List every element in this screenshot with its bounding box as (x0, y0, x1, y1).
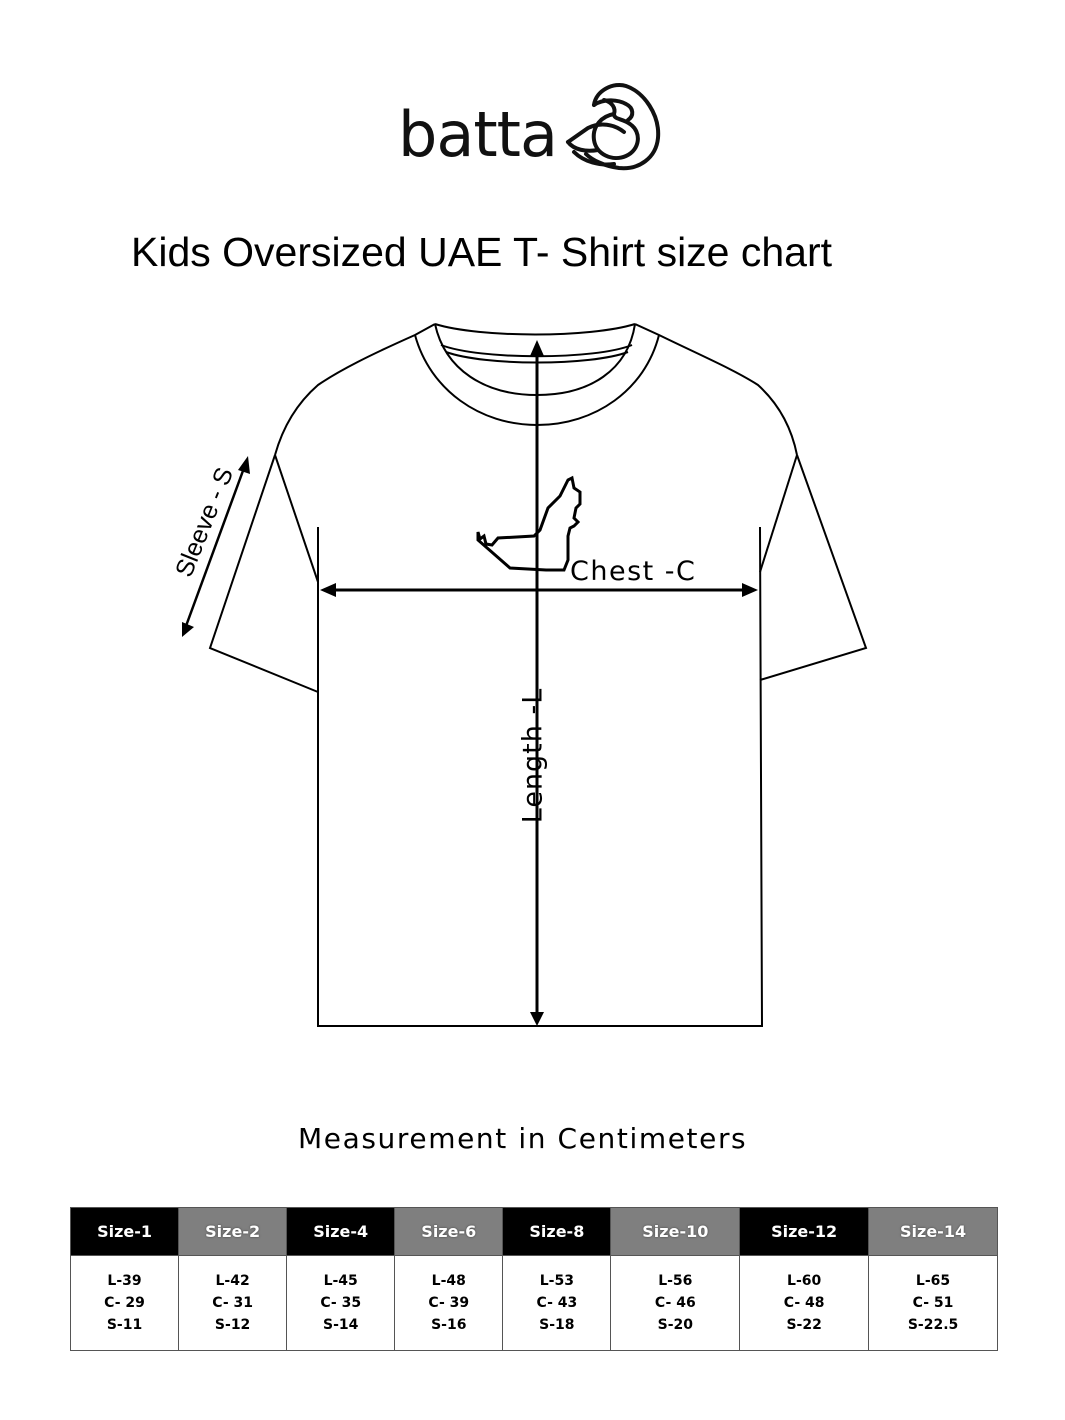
size-table (70, 1207, 998, 1351)
chest-value: C- 46 (654, 1295, 696, 1311)
chest-value: C- 43 (536, 1295, 578, 1311)
length-value: L-65 (915, 1273, 951, 1289)
sleeve-label: Sleeve - S (169, 463, 240, 582)
sleeve-value: S-22 (786, 1317, 822, 1333)
sleeve-value: S-12 (214, 1317, 251, 1333)
measurement-cell (740, 1256, 869, 1351)
measurement-cell (869, 1256, 998, 1351)
measurement-cell (611, 1256, 740, 1351)
chest-value: C- 39 (428, 1295, 470, 1311)
chest-value: C- 51 (912, 1295, 954, 1311)
length-value: L-60 (787, 1273, 822, 1289)
sleeve-value: S-20 (657, 1317, 693, 1333)
size-header: Size-4 (287, 1208, 395, 1256)
sleeve-value: S-18 (539, 1317, 575, 1333)
measurement-cell (71, 1256, 179, 1351)
measurement-cell (287, 1256, 395, 1351)
length-label: Length -L (517, 687, 549, 824)
length-value: L-45 (323, 1273, 358, 1289)
size-header: Size-6 (395, 1208, 503, 1256)
size-header-row (71, 1208, 998, 1256)
measurement-unit-heading: Measurement in Centimeters (298, 1122, 748, 1155)
chest-value: C- 31 (212, 1295, 253, 1311)
sleeve-value: S-11 (106, 1317, 143, 1333)
length-value: L-53 (539, 1273, 574, 1289)
chest-value: C- 35 (320, 1295, 362, 1311)
page-title: Kids Oversized UAE T- Shirt size chart (131, 229, 833, 275)
length-value: L-48 (431, 1273, 466, 1289)
length-value: L-56 (658, 1273, 693, 1289)
brand-name: batta (398, 98, 557, 171)
size-header: Size-12 (740, 1208, 869, 1256)
uae-map-outline-icon (478, 478, 580, 570)
size-header: Size-2 (179, 1208, 287, 1256)
length-value: L-39 (107, 1273, 142, 1289)
sleeve-value: S-14 (323, 1317, 359, 1333)
measurement-row (71, 1256, 998, 1351)
chest-value: C- 29 (104, 1295, 145, 1311)
chest-label: Chest -C (570, 556, 697, 587)
sleeve-value: S-22.5 (907, 1317, 959, 1333)
sleeve-value: S-16 (431, 1317, 467, 1333)
size-header: Size-14 (869, 1208, 998, 1256)
size-header: Size-8 (503, 1208, 611, 1256)
size-header: Size-10 (611, 1208, 740, 1256)
measurement-cell (503, 1256, 611, 1351)
size-header: Size-1 (71, 1208, 179, 1256)
length-value: L-42 (215, 1273, 250, 1289)
measurement-cell (395, 1256, 503, 1351)
measurement-cell (179, 1256, 287, 1351)
chest-value: C- 48 (783, 1295, 825, 1311)
